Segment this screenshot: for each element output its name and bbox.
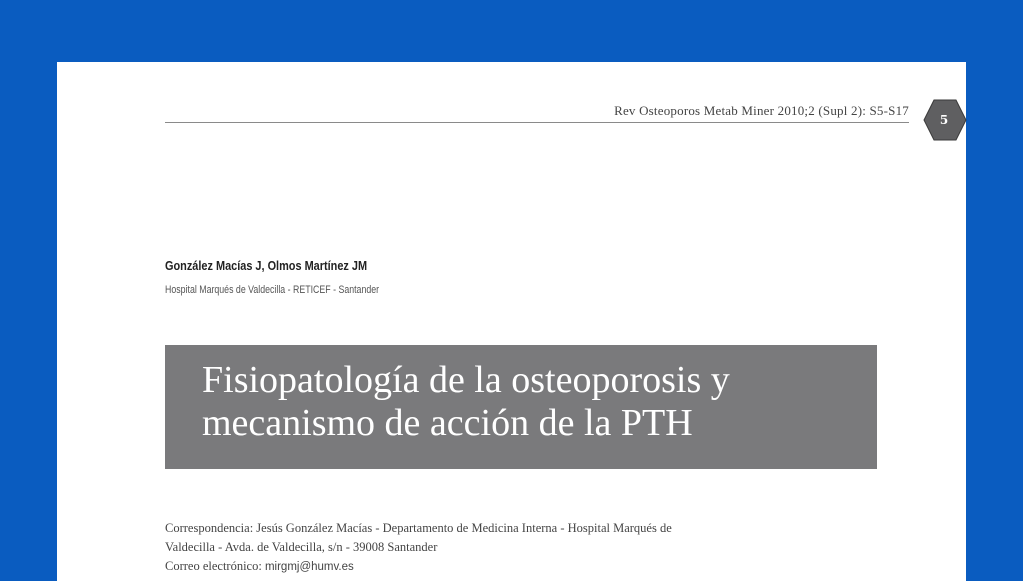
article-title-line-2: mecanismo de acción de la PTH bbox=[202, 402, 693, 444]
correspondence-line-1: Correspondencia: Jesús González Macías - Departamento de Medicina Interna - Hospital Marqués de bbox=[165, 521, 672, 535]
email-label: Correo electrónico: bbox=[165, 559, 262, 573]
affiliation: Hospital Marqués de Valdecilla - RETICEF - Santander bbox=[165, 284, 380, 296]
authors: González Macías J, Olmos Martínez JM bbox=[165, 258, 368, 273]
correspondence-block bbox=[165, 519, 885, 577]
document-page bbox=[57, 62, 966, 581]
page-number: 5 bbox=[939, 113, 949, 127]
correspondence-line-2: Valdecilla - Avda. de Valdecilla, s/n - 39008 Santander bbox=[165, 540, 438, 554]
article-title-box bbox=[165, 345, 877, 469]
email-address[interactable]: mirgmj@humv.es bbox=[264, 561, 354, 573]
journal-reference: Rev Osteoporos Metab Miner 2010;2 (Supl 2): S5-S17 bbox=[614, 103, 909, 118]
article-title-line-1: Fisiopatología de la osteoporosis y bbox=[202, 359, 730, 401]
email-line bbox=[165, 557, 885, 577]
header-divider bbox=[165, 122, 909, 123]
